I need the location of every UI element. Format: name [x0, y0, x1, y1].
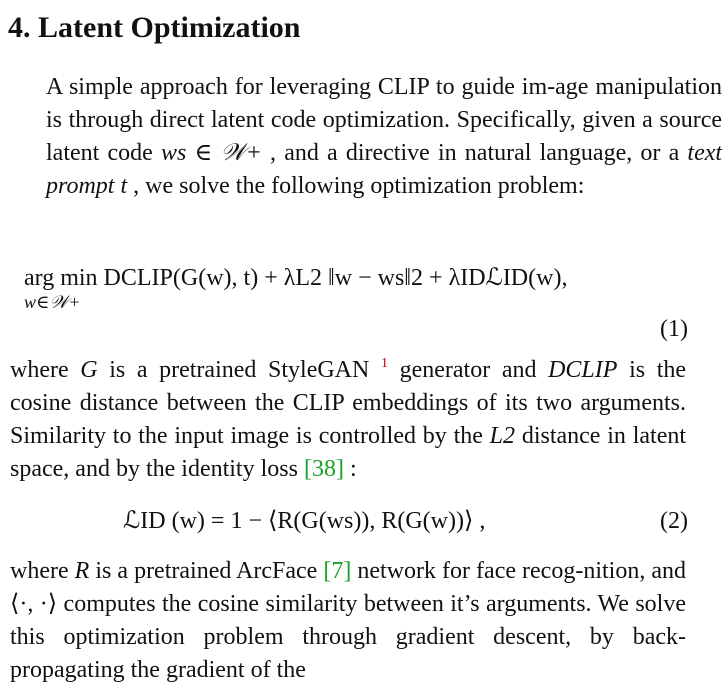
- paragraph-text: is a pretrained ArcFace: [95, 558, 324, 584]
- equation-1-subscript: w∈𝒲+: [24, 292, 81, 312]
- math-latent-space: 𝒲+: [220, 140, 262, 166]
- paragraph-text: is the cosine distance between the CLIP embeddings of its two arguments. Similarity to the input image is controlled by the: [10, 357, 687, 449]
- paragraph-text: is a pretrained StyleGAN: [109, 357, 370, 383]
- paragraph-text: , and a directive in natural language, or a: [270, 140, 688, 166]
- section-title: 4. Latent Optimization: [8, 11, 301, 44]
- footnote-marker[interactable]: 1: [380, 356, 388, 371]
- equation-1-number: (1): [660, 316, 688, 342]
- math-dclip: DCLIP: [548, 357, 618, 383]
- paragraph-text: where: [10, 357, 81, 383]
- paragraph-text: :: [349, 456, 357, 482]
- equation-1: [24, 258, 688, 346]
- equation-1-body: arg min DCLIP(G(w), t) + λL2 ‖w − ws‖2 + λIDℒID(w),: [24, 265, 568, 291]
- equation-2-body: ℒID (w) = 1 − ⟨R(G(ws)), R(G(w))⟩ ,: [123, 508, 486, 534]
- citation-link-7[interactable]: [7]: [323, 558, 352, 584]
- paragraph-text: where: [10, 558, 75, 584]
- math-t: t: [120, 173, 128, 199]
- math-G: G: [80, 357, 98, 383]
- paragraph-identity: [10, 555, 686, 687]
- paragraph-text: network for face recog-nition, and ⟨·, ·⟩ computes the cosine similarity between it’s arguments. We solve this optimization problem through gradient descent, by back-propagating the gradient of the: [10, 558, 686, 683]
- paragraph-text: , we solve the following optimization problem:: [133, 173, 585, 199]
- paragraph-text: distance in latent space, and by the identity loss: [10, 423, 687, 482]
- equation-2: [10, 501, 688, 541]
- citation-link-38[interactable]: [38]: [303, 456, 344, 482]
- equation-2-number: (2): [660, 508, 688, 534]
- math-R: R: [74, 558, 90, 584]
- paragraph-intro: [10, 71, 722, 203]
- math-ws: ws: [160, 140, 187, 166]
- emphasis-text-prompt: text prompt: [46, 140, 722, 199]
- paragraph-definitions: [10, 347, 686, 486]
- paragraph-text: A simple approach for leveraging CLIP to guide im-age manipulation is through direct latent code optimization. Specifically, given a source latent code: [46, 74, 722, 166]
- math-l2: L2: [489, 423, 516, 449]
- paragraph-text: ∈: [194, 140, 221, 166]
- paragraph-text: generator and: [399, 357, 549, 383]
